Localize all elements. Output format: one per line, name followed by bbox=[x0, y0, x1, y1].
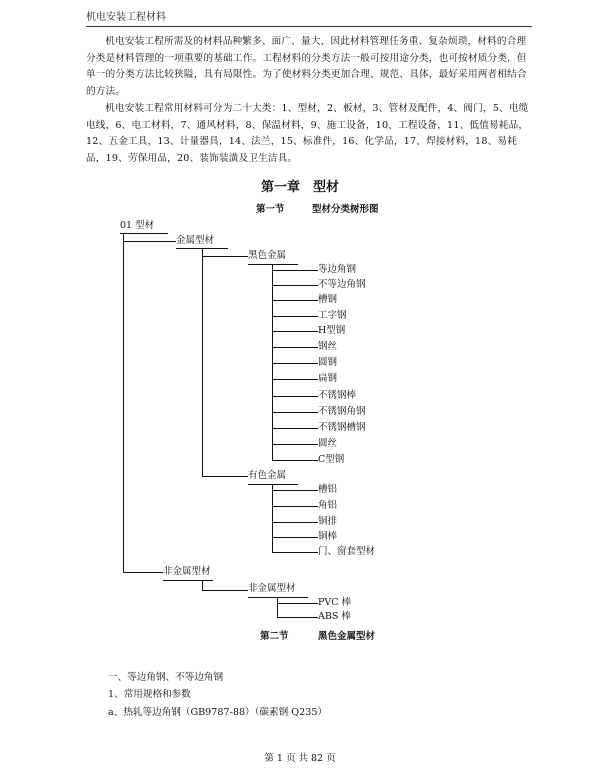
tree-connector bbox=[272, 300, 318, 301]
tree-leaf: 不锈钢角钢 bbox=[318, 406, 366, 417]
subheading-angle-steel: 一、等边角钢、不等边角钢 bbox=[108, 672, 224, 683]
section1-title: 型材分类树形图 bbox=[312, 204, 379, 215]
tree-connector bbox=[272, 484, 273, 552]
section2-title: 黑色金属型材 bbox=[318, 631, 376, 642]
tree-leaf: PVC 棒 bbox=[318, 597, 352, 608]
tree-connector bbox=[123, 241, 176, 242]
tree-connector bbox=[272, 270, 318, 271]
tree-connector bbox=[272, 490, 318, 491]
tree-connector bbox=[202, 256, 248, 257]
tree-connector bbox=[272, 379, 318, 380]
tree-connector bbox=[277, 617, 318, 618]
tree-connector bbox=[277, 603, 318, 604]
tree-leaf: 不锈钢棒 bbox=[318, 390, 357, 401]
tree-connector bbox=[123, 572, 163, 573]
tree-connector bbox=[248, 484, 298, 485]
tree-connector bbox=[202, 476, 248, 477]
subheading-hot-rolled: a、热轧等边角钢（GB9787-88）（碳素钢 Q235） bbox=[108, 707, 328, 718]
tree-nonmetal-sub: 非金属型材 bbox=[248, 583, 296, 594]
subheading-specs: 1、常用规格和参数 bbox=[108, 689, 191, 700]
tree-connector bbox=[272, 444, 318, 445]
tree-connector bbox=[202, 580, 203, 590]
tree-connector bbox=[272, 347, 318, 348]
tree-connector bbox=[272, 285, 318, 286]
tree-connector bbox=[202, 590, 248, 591]
section1-label: 第一节 bbox=[256, 204, 285, 215]
tree-connector bbox=[272, 460, 318, 461]
tree-leaf: C型钢 bbox=[318, 454, 345, 465]
tree-leaf: 圆丝 bbox=[318, 438, 338, 449]
tree-connector bbox=[120, 233, 168, 234]
page-footer: 第 1 页 共 82 页 bbox=[264, 753, 336, 764]
intro-paragraph-1: 机电安装工程所需及的材料品种繁多、面广、量大，因此材料管理任务重、复杂烦琐，材料的合理分类是材料管理的一项重要的基础工作。工程材料的分类方法一般可按用途分类，也可按材质分类，但单一的分类方法比较狭隘，具有局限性。为了使材料分类更加合理、规范、具体，最好采用两者相结合的方法。 bbox=[86, 36, 527, 97]
tree-connector bbox=[272, 506, 318, 507]
tree-leaf: 门、窗套型材 bbox=[318, 546, 376, 557]
tree-root: 01 型材 bbox=[120, 220, 155, 231]
intro-paragraph-2: 机电安装工程常用材料可分为二十大类：1、型材，2、板材，3、管材及配件，4、阀门，5、电缆电线，6、电工材料，7、通风材料，8、保温材料，9、施工设备，10、工程设备，11、低值易耗品，12、五金工具，13、计量器具，14、法兰，15、标准件，16、化学品，17、焊接材料，18、易耗品，19、劳保用品，20、装饰装潢及卫生洁具。 bbox=[86, 103, 529, 164]
tree-connector bbox=[163, 580, 213, 581]
tree-connector bbox=[272, 428, 318, 429]
section2-label: 第二节 bbox=[260, 631, 289, 642]
tree-leaf: ABS 棒 bbox=[318, 611, 351, 622]
tree-connector bbox=[272, 522, 318, 523]
tree-leaf: 槽铝 bbox=[318, 484, 338, 495]
tree-leaf: 圆钢 bbox=[318, 357, 338, 368]
tree-metal: 金属型材 bbox=[176, 235, 215, 246]
tree-leaf: 不等边角钢 bbox=[318, 279, 366, 290]
tree-connector bbox=[202, 248, 203, 476]
tree-nonmetal: 非金属型材 bbox=[163, 566, 211, 577]
tree-connector bbox=[272, 316, 318, 317]
tree-leaf: 槽钢 bbox=[318, 294, 338, 305]
page-header: 机电安装工程材料 bbox=[86, 12, 166, 23]
tree-nonferrous: 有色金属 bbox=[248, 470, 287, 481]
chapter-title: 第一章 型材 bbox=[260, 180, 339, 195]
tree-connector bbox=[123, 233, 124, 572]
tree-connector bbox=[248, 597, 308, 598]
tree-leaf: 不锈钢槽钢 bbox=[318, 422, 366, 433]
tree-connector bbox=[272, 331, 318, 332]
tree-leaf: 铜棒 bbox=[318, 531, 338, 542]
tree-leaf: 角铝 bbox=[318, 500, 338, 511]
tree-connector bbox=[272, 412, 318, 413]
tree-connector bbox=[272, 363, 318, 364]
tree-connector bbox=[272, 552, 318, 553]
tree-leaf: 工字钢 bbox=[318, 310, 347, 321]
tree-leaf: 扁钢 bbox=[318, 373, 338, 384]
tree-ferrous: 黑色金属 bbox=[248, 250, 287, 261]
tree-connector bbox=[272, 537, 318, 538]
tree-connector bbox=[277, 597, 278, 617]
tree-connector bbox=[248, 264, 298, 265]
tree-leaf: 铜排 bbox=[318, 516, 338, 527]
tree-connector bbox=[272, 264, 273, 460]
tree-leaf: H型钢 bbox=[318, 325, 346, 336]
tree-leaf: 钢丝 bbox=[318, 341, 338, 352]
tree-leaf: 等边角钢 bbox=[318, 264, 357, 275]
tree-connector bbox=[272, 396, 318, 397]
